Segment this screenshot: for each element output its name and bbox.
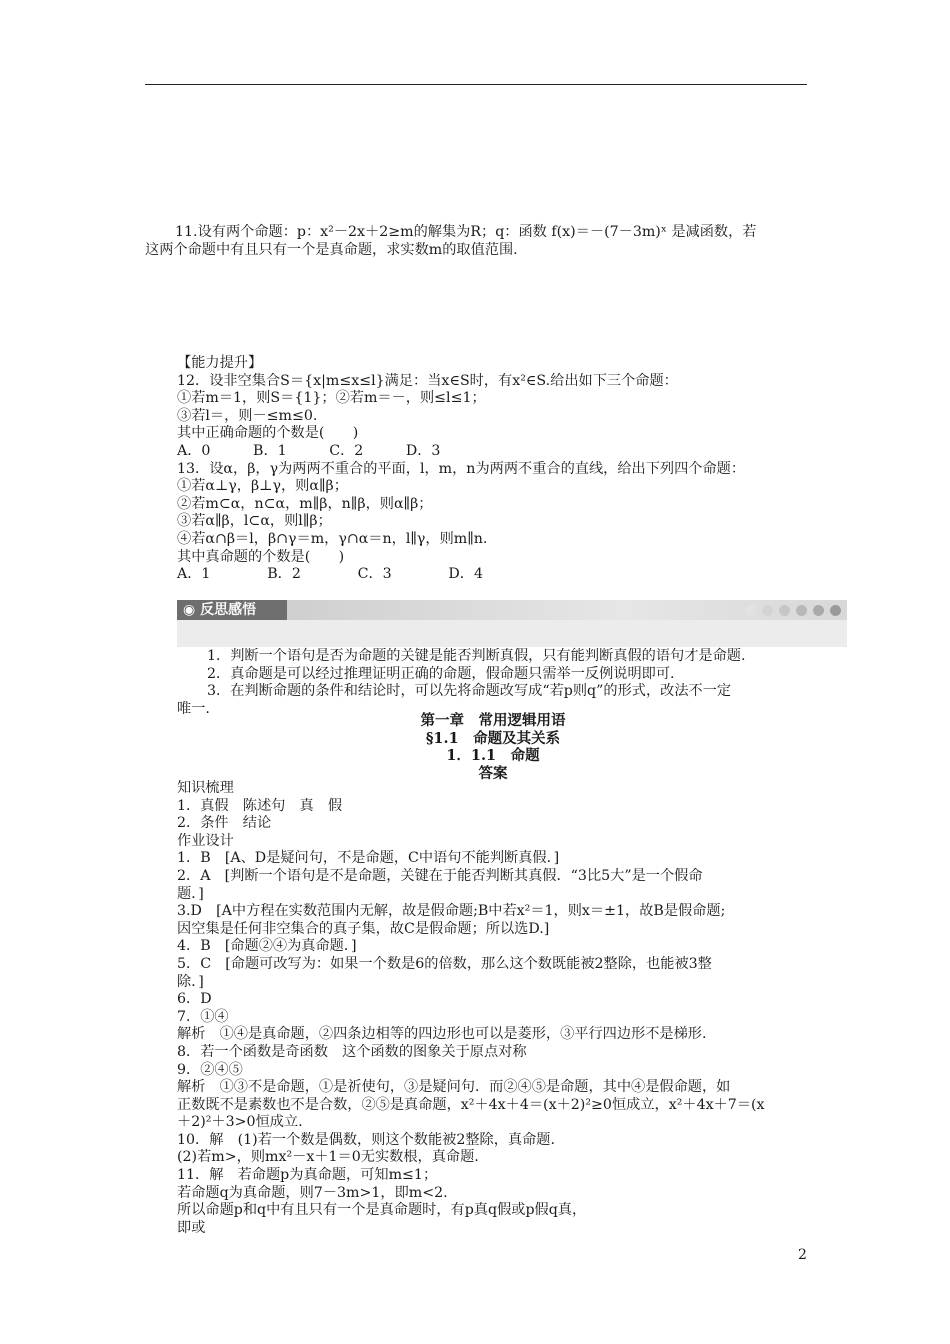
answer-line: 9．②④⑤ <box>177 1061 243 1078</box>
section-heading: 【能力提升】 <box>177 355 263 371</box>
page-number: 2 <box>798 1247 807 1263</box>
answer-line: 7．①④ <box>177 1008 229 1025</box>
answer-line: 1．B [A、D是疑问句，不是命题，C中语句不能判断真假．] <box>177 850 560 867</box>
answers-body <box>177 780 809 1237</box>
answer-line: 4．B [命题②④为真命题．] <box>177 938 357 955</box>
question-13-statement-3: ③若α∥β，l⊂α，则l∥β； <box>177 513 332 530</box>
decorative-dot <box>796 605 807 616</box>
reflection-banner-body <box>177 620 847 647</box>
answer-line: 作业设计 <box>177 832 234 849</box>
answer-line: 3.D [A中方程在实数范围内无解，故是假命题;B中若x²＝1，则x＝±1，故B是假命题; <box>177 903 726 920</box>
question-12-stem: 12．设非空集合S＝{x|m≤x≤l}满足：当x∈S时，有x²∈S.给出如下三个命题： <box>177 372 678 389</box>
answer-line: 题．] <box>177 885 204 902</box>
answer-line: 8．若一个函数是奇函数 这个函数的图象关于原点对称 <box>177 1043 527 1060</box>
answer-line: (2)若m>，则mx²－x＋1＝0无实数根，真命题. <box>177 1149 479 1166</box>
answer-line: 知识梳理 <box>177 780 234 796</box>
header-rule <box>145 84 807 85</box>
chapter-title: 第一章 常用逻辑用语 <box>420 712 566 729</box>
answer-line: 6．D <box>177 991 212 1008</box>
question-11-line-1: 11.设有两个命题：p：x²－2x＋2≥m的解集为R；q：函数 f(x)＝－(7－3m)ˣ 是减函数，若 <box>175 224 757 240</box>
question-12-statement-3: ③若l＝，则－≤m≤0. <box>177 407 318 424</box>
answer-line: 11．解 若命题p为真命题，可知m≤1； <box>177 1167 438 1184</box>
answer-line: 2．条件 结论 <box>177 815 272 832</box>
question-12-statements-1-2: ①若m＝1，则S＝{1}；②若m＝－，则≤l≤1； <box>177 390 486 407</box>
answer-line: 所以命题p和q中有且只有一个是真命题时，有p真q假或p假q真， <box>177 1202 587 1219</box>
decorative-dots <box>745 605 841 616</box>
answers-title: 答案 <box>478 764 508 782</box>
question-12-options: A．0 B．1 C．2 D．3 <box>177 442 441 459</box>
answer-line: ＋2)²＋3>0恒成立. <box>177 1114 303 1131</box>
decorative-dot <box>779 605 790 616</box>
subsection-title: 1．1.1 命题 <box>446 747 540 764</box>
question-12-prompt: 其中正确命题的个数是( ) <box>177 425 359 442</box>
answer-line: 解析 ①④是真命题，②四条边相等的四边形也可以是菱形，③平行四边形不是梯形. <box>177 1026 707 1043</box>
decorative-dot <box>813 605 824 616</box>
reflection-line-1: 1．判断一个语句是否为命题的关键是能否判断真假，只有能判断真假的语句才是命题. <box>207 648 746 664</box>
question-13-statement-1: ①若α⊥γ，β⊥γ，则α∥β； <box>177 478 348 495</box>
question-11 <box>145 224 810 259</box>
question-13-stem: 13．设α，β，γ为两两不重合的平面，l，m，n为两两不重合的直线，给出下列四个命题： <box>177 460 746 477</box>
section-title: §1.1 命题及其关系 <box>425 729 561 747</box>
answer-line: 除．] <box>177 973 204 990</box>
question-11-line-2: 这两个命题中有且只有一个是真命题，求实数m的取值范围. <box>145 241 518 258</box>
reflection-banner <box>177 600 847 647</box>
answer-line: 5．C [命题可改写为：如果一个数是6的倍数，那么这个数既能被2整除，也能被3整 <box>177 955 712 972</box>
question-13-prompt: 其中真命题的个数是( ) <box>177 548 345 565</box>
answer-line: 解析 ①③不是命题，①是祈使句，③是疑问句．而②④⑤是命题，其中④是假命题，如 <box>177 1079 731 1096</box>
answer-line: 1．真假 陈述句 真 假 <box>177 797 343 814</box>
decorative-dot <box>830 605 841 616</box>
ability-section <box>177 355 809 584</box>
answer-line: 因空集是任何非空集合的真子集，故C是假命题；所以选D.] <box>177 920 550 937</box>
reflection-line-3: 3．在判断命题的条件和结论时，可以先将命题改写成“若p则q”的形式，改法不一定 <box>207 683 732 700</box>
reflection-line-4: 唯一. <box>177 700 210 717</box>
answer-line: 即或 <box>177 1219 206 1236</box>
reflection-text <box>177 648 809 718</box>
decorative-dot <box>745 605 756 616</box>
answer-line: 10．解 (1)若一个数是偶数，则这个数能被2整除，真命题. <box>177 1131 556 1148</box>
reflection-line-2: 2．真命题是可以经过推理证明正确的命题，假命题只需举一反例说明即可. <box>207 665 675 682</box>
question-13-statement-4: ④若α∩β＝l，β∩γ＝m，γ∩α＝n，l∥γ，则m∥n. <box>177 530 488 547</box>
answer-line: 正数既不是素数也不是合数，②⑤是真命题，x²＋4x＋4＝(x＋2)²≥0恒成立，x²＋4x＋7＝(x <box>177 1096 765 1113</box>
decorative-dot <box>762 605 773 616</box>
answer-titles <box>177 712 809 782</box>
reflection-banner-title: ◉ 反思感悟 <box>177 600 287 620</box>
question-13-options: A．1 B．2 C．3 D．4 <box>177 566 484 583</box>
answer-line: 2．A [判断一个语句是不是命题，关键在于能否判断其真假．“3比5大”是一个假命 <box>177 867 703 884</box>
answer-line: 若命题q为真命题，则7－3m>1，即m<2. <box>177 1184 448 1201</box>
question-13-statement-2: ②若m⊂α，n⊂α，m∥β，n∥β，则α∥β； <box>177 495 433 512</box>
reflection-banner-strip <box>287 600 847 620</box>
